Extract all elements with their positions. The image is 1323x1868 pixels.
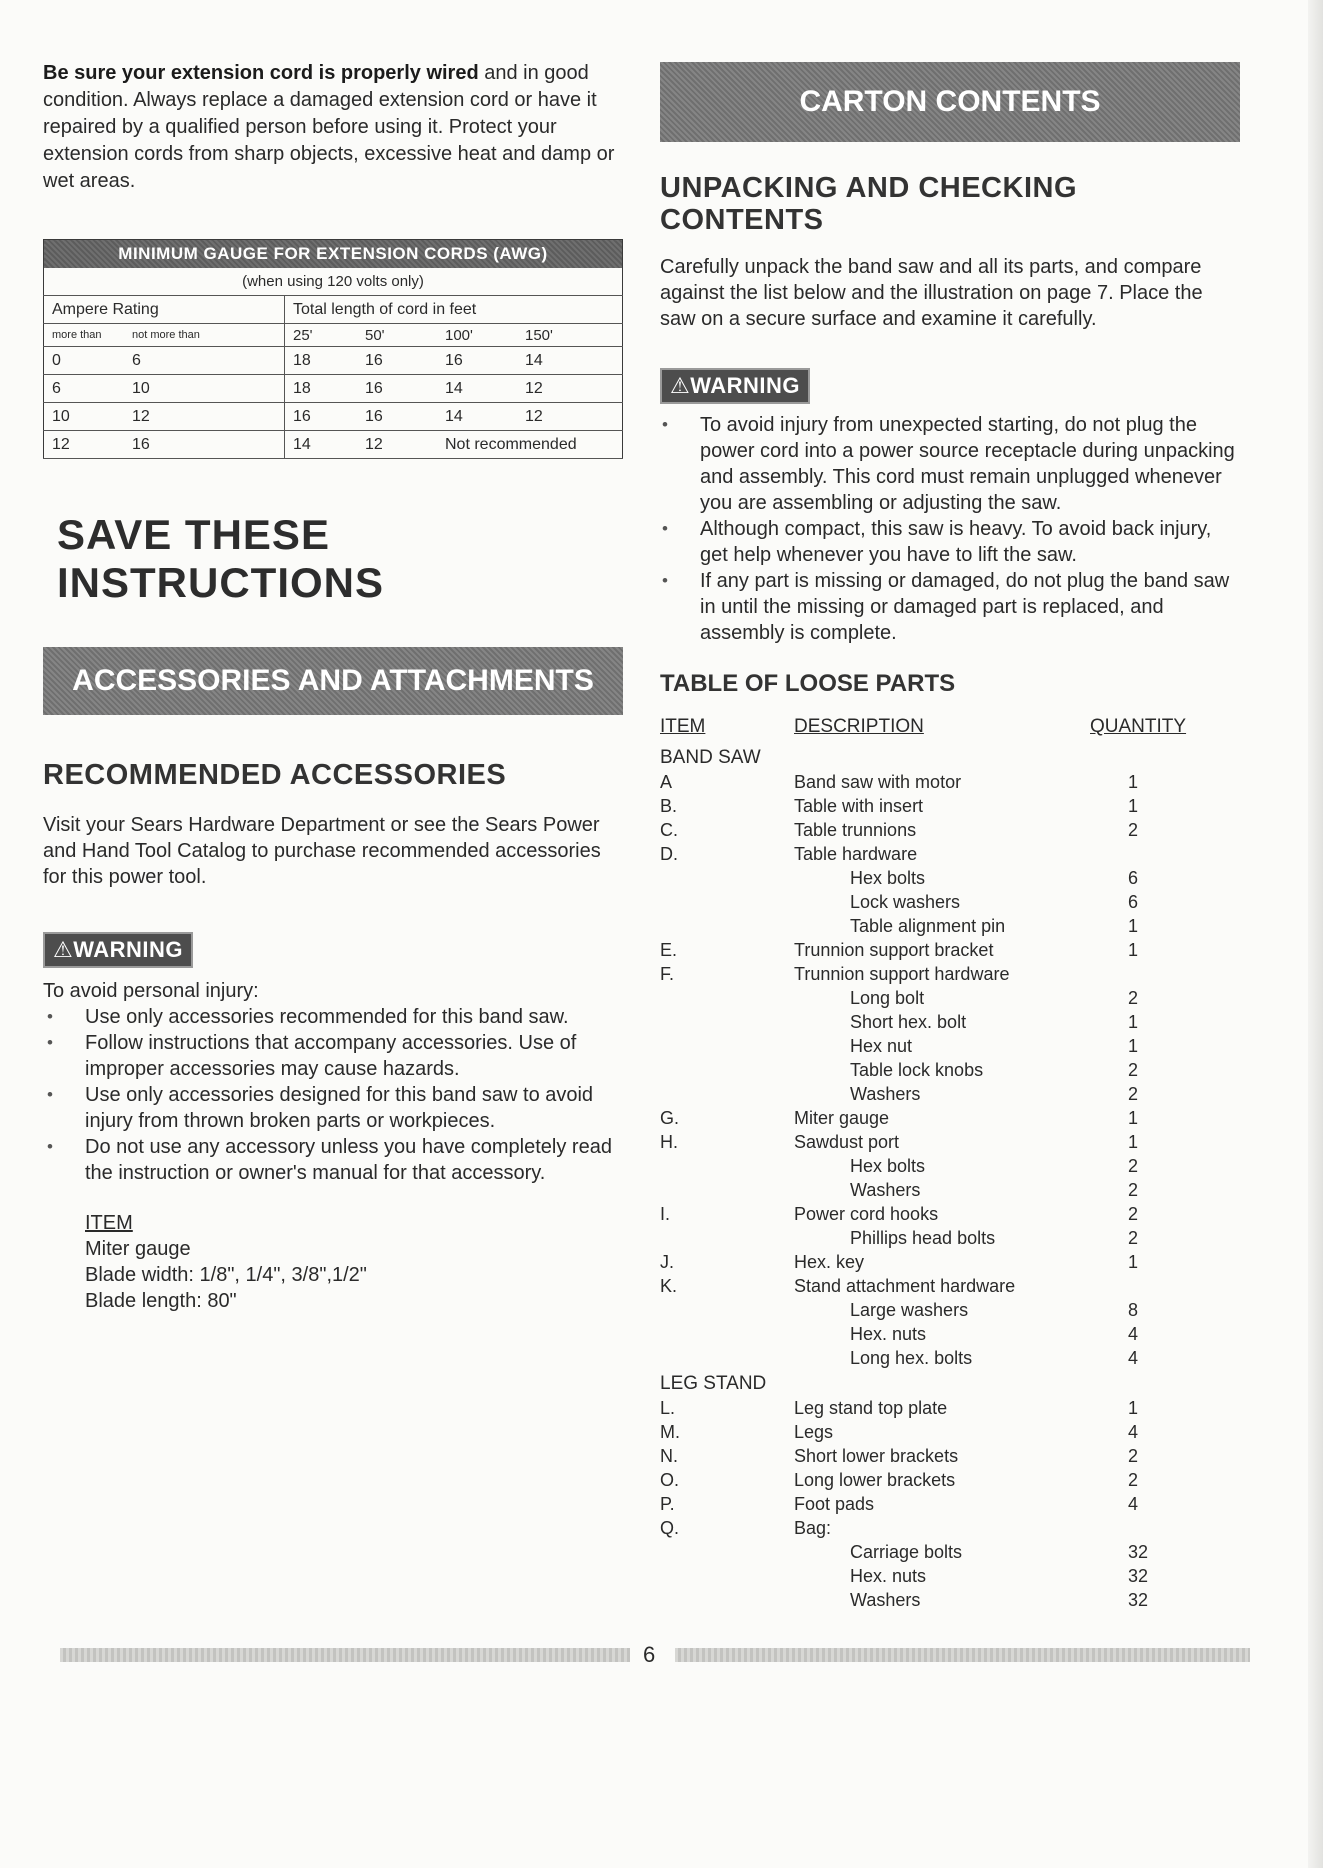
table-row — [660, 1444, 1240, 1468]
ampere-to: 16 — [132, 435, 150, 453]
part-item: F. — [660, 964, 675, 984]
part-description: Hex. nuts — [850, 1324, 927, 1344]
accessory-item-list — [85, 1210, 628, 1314]
part-quantity: 4 — [1128, 1348, 1139, 1368]
part-item — [660, 1322, 794, 1346]
part-quantity: 1 — [1128, 1036, 1139, 1056]
part-description: Hex. key — [794, 1252, 865, 1272]
table-row — [660, 1396, 1240, 1420]
table-row — [660, 770, 1240, 794]
gauge-row — [44, 375, 623, 403]
part-quantity: 32 — [1128, 1542, 1149, 1562]
part-description: Carriage bolts — [850, 1542, 963, 1562]
footer-rule-right — [675, 1648, 1250, 1662]
gauge-100: 14 — [445, 379, 463, 397]
unpacking-text: Carefully unpack the band saw and all its parts, and compare against the list below and the illustration on page 7. Place the saw on a secure surface and examine it carefully. — [660, 256, 1203, 330]
leg-stand-section: LEG STAND — [660, 1373, 767, 1394]
gauge-table — [43, 239, 623, 459]
carton-contents-banner: CARTON CONTENTS — [660, 62, 1240, 142]
part-description: Phillips head bolts — [850, 1228, 996, 1248]
part-quantity: 32 — [1128, 1566, 1149, 1586]
part-item — [660, 1058, 794, 1082]
gauge-row — [44, 347, 623, 375]
ampere-from: 6 — [52, 379, 61, 397]
page-number: 6 — [643, 1642, 656, 1667]
table-row — [660, 1010, 1240, 1034]
col-item: ITEM — [660, 716, 706, 737]
footer-rule-left — [60, 1648, 630, 1662]
list-item: • Follow instructions that accompany accessories. Use of improper accessories may cause hazards. — [43, 1030, 628, 1082]
warning-badge: ⚠WARNING — [43, 932, 193, 968]
gauge-50: 16 — [365, 379, 383, 397]
gauge-100: 14 — [445, 407, 463, 425]
unpacking-heading: UNPACKING AND CHECKING CONTENTS — [660, 172, 1077, 236]
table-row — [660, 1202, 1240, 1226]
col-quantity: QUANTITY — [1090, 716, 1187, 737]
part-quantity: 1 — [1128, 940, 1139, 960]
part-item: Q. — [660, 1518, 680, 1538]
extension-cord-intro — [43, 60, 628, 195]
leg-stand-parts — [660, 1396, 1240, 1612]
part-quantity: 32 — [1128, 1590, 1149, 1610]
left-column — [43, 60, 628, 1314]
part-quantity — [1128, 1516, 1168, 1540]
part-item — [660, 986, 794, 1010]
table-row — [660, 1274, 1240, 1298]
recommended-accessories-text: Visit your Sears Hardware Department or see the Sears Power and Hand Tool Catalog to purchase recommended accessories for this power tool. — [43, 814, 601, 888]
table-row — [660, 986, 1240, 1010]
loose-parts-heading: TABLE OF LOOSE PARTS — [660, 670, 956, 697]
part-quantity: 2 — [1128, 1180, 1139, 1200]
part-item: O. — [660, 1470, 680, 1490]
gauge-150: 12 — [525, 407, 543, 425]
part-description: Sawdust port — [794, 1132, 900, 1152]
part-quantity: 6 — [1128, 868, 1139, 888]
gauge-row — [44, 403, 623, 431]
warning-intro: To avoid personal injury: — [43, 980, 259, 1002]
intro-bold: Be sure your extension cord is properly wired — [43, 62, 479, 84]
part-item: P. — [660, 1494, 675, 1514]
part-item: I. — [660, 1204, 671, 1224]
part-item — [660, 1226, 794, 1250]
list-item: • To avoid injury from unexpected starting, do not plug the power cord into a power source receptacle during unpacking and assembly. This cord must remain unplugged whenever you are assembling or adjusting the saw. — [660, 412, 1240, 516]
part-description: Lock washers — [850, 892, 961, 912]
part-item: M. — [660, 1422, 680, 1442]
more-than-label: more than — [52, 329, 102, 341]
table-row — [660, 1564, 1240, 1588]
length-col-3: 100' — [445, 326, 473, 344]
part-description: Long hex. bolts — [850, 1348, 973, 1368]
table-row — [660, 1540, 1240, 1564]
part-quantity: 2 — [1128, 988, 1139, 1008]
ampere-header: Ampere Rating — [44, 296, 285, 324]
part-item — [660, 866, 794, 890]
part-description: Washers — [850, 1590, 921, 1610]
part-item: H. — [660, 1132, 678, 1152]
table-row — [660, 1250, 1240, 1274]
table-row — [660, 1130, 1240, 1154]
page-footer — [60, 1642, 1250, 1667]
table-row — [660, 1420, 1240, 1444]
part-description: Table lock knobs — [850, 1060, 984, 1080]
part-item — [660, 1298, 794, 1322]
part-description: Short lower brackets — [794, 1446, 959, 1466]
part-quantity: 2 — [1128, 1446, 1139, 1466]
table-row — [660, 1058, 1240, 1082]
table-row — [660, 1492, 1240, 1516]
intro-rest: and in good condition. Always replace a damaged extension cord or have it repaired by a qualified person before using it. Protect your extension cords from sharp objects, excessive heat and damp or wet areas. — [43, 62, 615, 192]
table-row — [660, 866, 1240, 890]
table-row — [660, 890, 1240, 914]
part-item — [660, 1564, 794, 1588]
part-item: L. — [660, 1398, 676, 1418]
part-description: Table with insert — [794, 796, 924, 816]
part-quantity: 1 — [1128, 772, 1139, 792]
part-description: Hex bolts — [850, 868, 926, 888]
part-item — [660, 1082, 794, 1106]
item-heading: ITEM — [85, 1212, 133, 1234]
accessories-banner: ACCESSORIES AND ATTACHMENTS — [43, 647, 623, 715]
part-quantity: 1 — [1128, 1132, 1139, 1152]
table-row — [660, 938, 1240, 962]
table-row — [660, 1034, 1240, 1058]
part-description: Power cord hooks — [794, 1204, 939, 1224]
part-description: Hex. nuts — [850, 1566, 927, 1586]
part-description: Table trunnions — [794, 820, 917, 840]
part-quantity: 1 — [1128, 1012, 1139, 1032]
table-row — [660, 1106, 1240, 1130]
gauge-50: 16 — [365, 407, 383, 425]
length-col-2: 50' — [365, 326, 385, 344]
table-row — [660, 1154, 1240, 1178]
part-item: C. — [660, 820, 678, 840]
table-row — [660, 842, 1240, 866]
accessory-warning-list — [43, 1004, 628, 1186]
unpacking-warning-list — [660, 412, 1240, 646]
gauge-25: 18 — [293, 379, 311, 397]
list-item: Blade length: 80" — [85, 1290, 237, 1312]
table-row — [660, 914, 1240, 938]
part-item: N. — [660, 1446, 678, 1466]
right-column — [660, 62, 1240, 1612]
part-item: B. — [660, 796, 678, 816]
part-quantity: 2 — [1128, 1084, 1139, 1104]
list-item: • Use only accessories recommended for this band saw. — [43, 1004, 628, 1030]
part-quantity: 2 — [1128, 1204, 1139, 1224]
part-item: A — [660, 772, 673, 792]
part-description: Table alignment pin — [850, 916, 1006, 936]
gauge-row — [44, 431, 623, 459]
part-item: K. — [660, 1276, 678, 1296]
part-description: Leg stand top plate — [794, 1398, 948, 1418]
gauge-100: Not recommended — [445, 435, 577, 453]
part-item — [660, 1034, 794, 1058]
ampere-to: 12 — [132, 407, 150, 425]
gauge-table-subtitle: (when using 120 volts only) — [44, 268, 623, 296]
part-item: E. — [660, 940, 678, 960]
part-quantity: 1 — [1128, 796, 1139, 816]
part-quantity: 1 — [1128, 916, 1139, 936]
gauge-50: 12 — [365, 435, 383, 453]
gauge-25: 16 — [293, 407, 311, 425]
col-description: DESCRIPTION — [794, 716, 924, 737]
table-row — [660, 962, 1240, 986]
part-item — [660, 1154, 794, 1178]
part-description: Washers — [850, 1084, 921, 1104]
gauge-150: 14 — [525, 351, 543, 369]
part-quantity: 2 — [1128, 1470, 1139, 1490]
part-item — [660, 1540, 794, 1564]
table-row — [660, 1082, 1240, 1106]
gauge-table-title: MINIMUM GAUGE FOR EXTENSION CORDS (AWG) — [44, 240, 623, 269]
part-description: Hex bolts — [850, 1156, 926, 1176]
length-col-1: 25' — [293, 326, 313, 344]
list-item: Miter gauge — [85, 1238, 191, 1260]
length-col-4: 150' — [525, 326, 553, 344]
table-row — [660, 1516, 1240, 1540]
part-description: Trunnion support bracket — [794, 940, 994, 960]
table-row — [660, 1588, 1240, 1612]
table-row — [660, 818, 1240, 842]
part-description: Trunnion support hardware — [794, 964, 1010, 984]
part-item: D. — [660, 844, 678, 864]
list-item: • If any part is missing or damaged, do not plug the band saw in until the missing or damaged part is replaced, and assembly is complete. — [660, 568, 1240, 646]
part-item — [660, 1588, 794, 1612]
part-description: Foot pads — [794, 1494, 875, 1514]
table-row — [660, 1346, 1240, 1370]
part-description: Table hardware — [794, 844, 918, 864]
recommended-accessories-heading: RECOMMENDED ACCESSORIES — [43, 759, 507, 791]
part-quantity — [1128, 842, 1168, 866]
part-item — [660, 1010, 794, 1034]
length-header: Total length of cord in feet — [285, 296, 623, 324]
part-quantity: 2 — [1128, 1156, 1139, 1176]
part-item — [660, 1178, 794, 1202]
part-quantity — [1128, 962, 1168, 986]
band-saw-section: BAND SAW — [660, 747, 761, 768]
length-subheader — [285, 324, 623, 347]
part-quantity — [1128, 1274, 1168, 1298]
band-saw-parts — [660, 770, 1240, 1370]
gauge-25: 14 — [293, 435, 311, 453]
gauge-25: 18 — [293, 351, 311, 369]
table-row — [660, 794, 1240, 818]
gauge-100: 16 — [445, 351, 463, 369]
warning-badge: ⚠WARNING — [660, 368, 810, 404]
part-quantity: 6 — [1128, 892, 1139, 912]
part-quantity: 2 — [1128, 820, 1139, 840]
part-description: Bag: — [794, 1518, 832, 1538]
gauge-150: 12 — [525, 379, 543, 397]
part-quantity: 4 — [1128, 1422, 1139, 1442]
part-description: Long bolt — [850, 988, 925, 1008]
ampere-from: 12 — [52, 435, 70, 453]
part-item — [660, 1346, 794, 1370]
list-item: Blade width: 1/8", 1/4", 3/8",1/2" — [85, 1264, 367, 1286]
part-quantity: 1 — [1128, 1398, 1139, 1418]
ampere-subheader — [44, 324, 285, 347]
table-row — [660, 1468, 1240, 1492]
list-item: • Use only accessories designed for this band saw to avoid injury from thrown broken parts or workpieces. — [43, 1082, 628, 1134]
part-description: Band saw with motor — [794, 772, 962, 792]
gauge-50: 16 — [365, 351, 383, 369]
ampere-to: 6 — [132, 351, 141, 369]
part-item: G. — [660, 1108, 680, 1128]
list-item: • Although compact, this saw is heavy. To avoid back injury, get help whenever you have to lift the saw. — [660, 516, 1240, 568]
part-quantity: 4 — [1128, 1324, 1139, 1344]
save-instructions-heading: SAVE THESE INSTRUCTIONS — [57, 511, 384, 606]
ampere-to: 10 — [132, 379, 150, 397]
part-quantity: 2 — [1128, 1060, 1139, 1080]
ampere-from: 10 — [52, 407, 70, 425]
part-item: J. — [660, 1252, 675, 1272]
part-description: Large washers — [850, 1300, 969, 1320]
part-description: Stand attachment hardware — [794, 1276, 1016, 1296]
part-quantity: 1 — [1128, 1252, 1139, 1272]
part-description: Long lower brackets — [794, 1470, 956, 1490]
parts-table-header — [660, 716, 1240, 744]
part-item — [660, 914, 794, 938]
part-description: Miter gauge — [794, 1108, 890, 1128]
part-description: Hex nut — [850, 1036, 913, 1056]
ampere-from: 0 — [52, 351, 61, 369]
page-edge — [1308, 0, 1323, 1868]
part-description: Washers — [850, 1180, 921, 1200]
table-row — [660, 1322, 1240, 1346]
part-description: Legs — [794, 1422, 834, 1442]
table-row — [660, 1178, 1240, 1202]
list-item: • Do not use any accessory unless you have completely read the instruction or owner's manual for that accessory. — [43, 1134, 628, 1186]
part-quantity: 1 — [1128, 1108, 1139, 1128]
not-more-than-label: not more than — [132, 329, 200, 341]
table-row — [660, 1298, 1240, 1322]
table-row — [660, 1226, 1240, 1250]
part-quantity: 2 — [1128, 1228, 1139, 1248]
part-quantity: 8 — [1128, 1300, 1139, 1320]
part-quantity: 4 — [1128, 1494, 1139, 1514]
part-item — [660, 890, 794, 914]
part-description: Short hex. bolt — [850, 1012, 967, 1032]
